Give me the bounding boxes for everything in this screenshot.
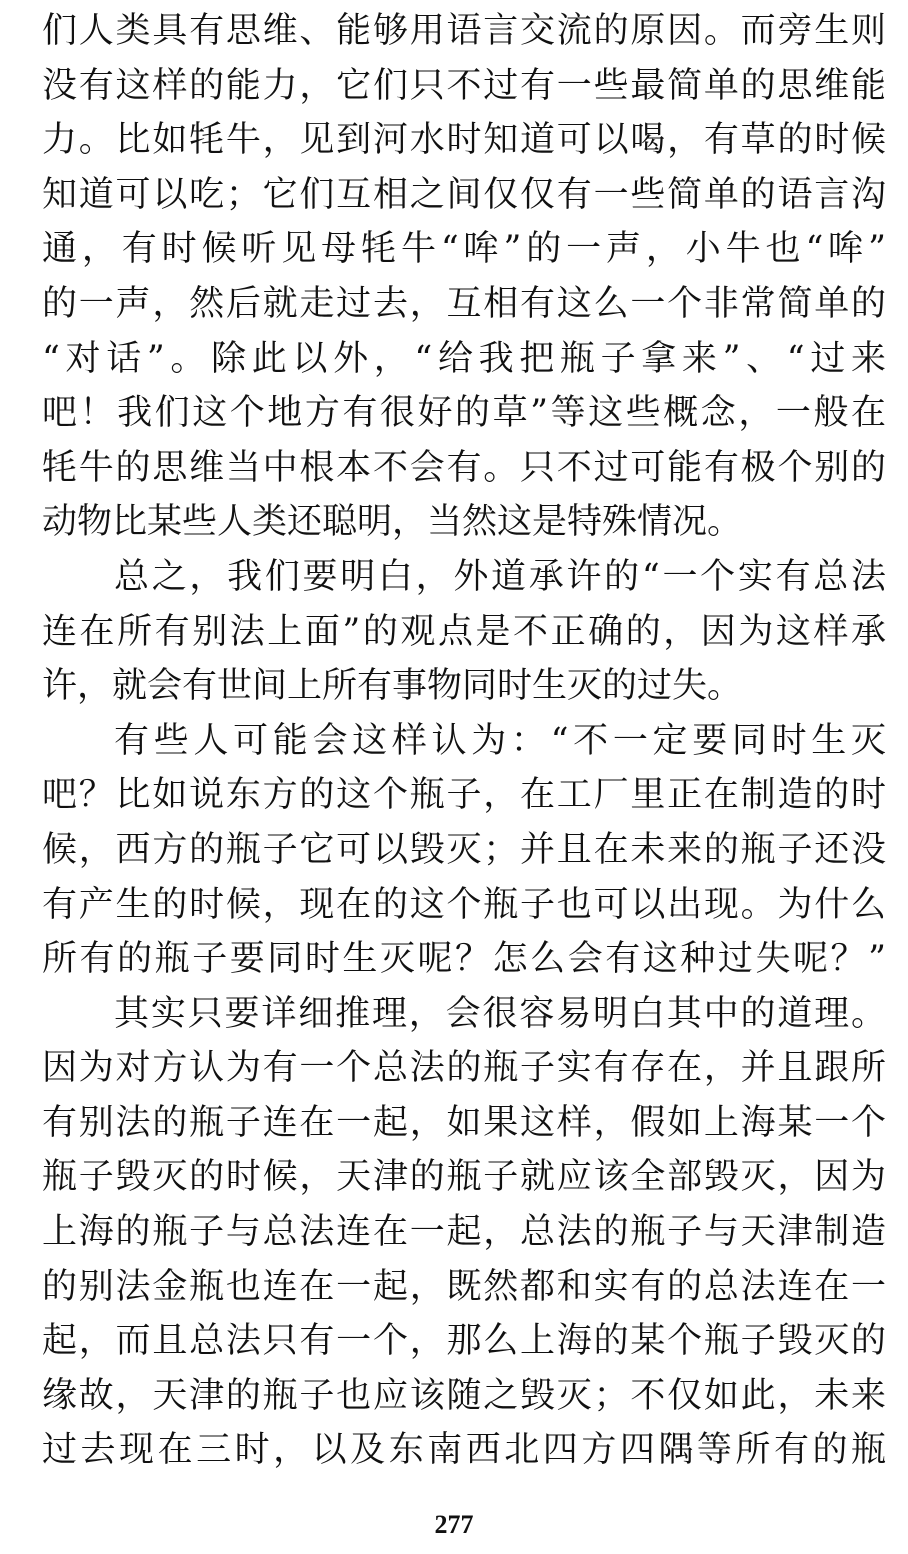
text-line: 力。比如牦牛，见到河水时知道可以喝，有草的时候 <box>42 120 886 161</box>
text-line: 动物比某些人类还聪明，当然这是特殊情况。 <box>42 502 743 543</box>
text-line: 吧！我们这个地方有很好的草”等这些概念，一般在 <box>42 393 886 434</box>
text-line: 没有这样的能力，它们只不过有一些最简单的思维能 <box>42 65 886 106</box>
text-line: 过去现在三时，以及东南西北四方四隅等所有的瓶 <box>42 1430 886 1471</box>
text-line: 的别法金瓶也连在一起，既然都和实有的总法连在一 <box>42 1266 886 1307</box>
text-line: 的一声，然后就走过去，互相有这么一个非常简单的 <box>42 283 886 324</box>
paragraph-first-line: 有些人可能会这样认为：“不一定要同时生灭 <box>114 720 886 761</box>
text-line: 起，而且总法只有一个，那么上海的某个瓶子毁灭的 <box>42 1321 886 1362</box>
text-line: 瓶子毁灭的时候，天津的瓶子就应该全部毁灭，因为 <box>42 1157 886 1198</box>
text-line: 所有的瓶子要同时生灭呢？怎么会有这种过失呢？” <box>42 939 886 980</box>
text-line: 吧？比如说东方的这个瓶子，在工厂里正在制造的时 <box>42 775 886 816</box>
text-line: 通，有时候听见母牦牛“哞”的一声，小牛也“哞” <box>42 229 886 270</box>
text-line: 上海的瓶子与总法连在一起，总法的瓶子与天津制造 <box>42 1212 886 1253</box>
text-line: 知道可以吃；它们互相之间仅仅有一些简单的语言沟 <box>42 174 886 215</box>
text-line: 有别法的瓶子连在一起，如果这样，假如上海某一个 <box>42 1102 886 1143</box>
text-line: 有产生的时候，现在的这个瓶子也可以出现。为什么 <box>42 884 886 925</box>
text-line: 许，就会有世间上所有事物同时生灭的过失。 <box>42 666 743 707</box>
text-line: 牦牛的思维当中根本不会有。只不过可能有极个别的 <box>42 447 886 488</box>
text-line: 连在所有别法上面”的观点是不正确的，因为这样承 <box>42 611 886 652</box>
text-line: “对话”。除此以外，“给我把瓶子拿来”、“过来 <box>42 338 886 379</box>
text-line: 候，西方的瓶子它可以毁灭；并且在未来的瓶子还没 <box>42 829 886 870</box>
text-line: 因为对方认为有一个总法的瓶子实有存在，并且跟所 <box>42 1048 886 1089</box>
page-number: 277 <box>434 1510 474 1539</box>
text-line: 们人类具有思维、能够用语言交流的原因。而旁生则 <box>42 11 886 51</box>
paragraph-first-line: 总之，我们要明白，外道承许的“一个实有总法 <box>114 556 886 597</box>
text-line: 缘故，天津的瓶子也应该随之毁灭；不仅如此，未来 <box>42 1375 886 1416</box>
paragraph-first-line: 其实只要详细推理，会很容易明白其中的道理。 <box>114 993 886 1034</box>
